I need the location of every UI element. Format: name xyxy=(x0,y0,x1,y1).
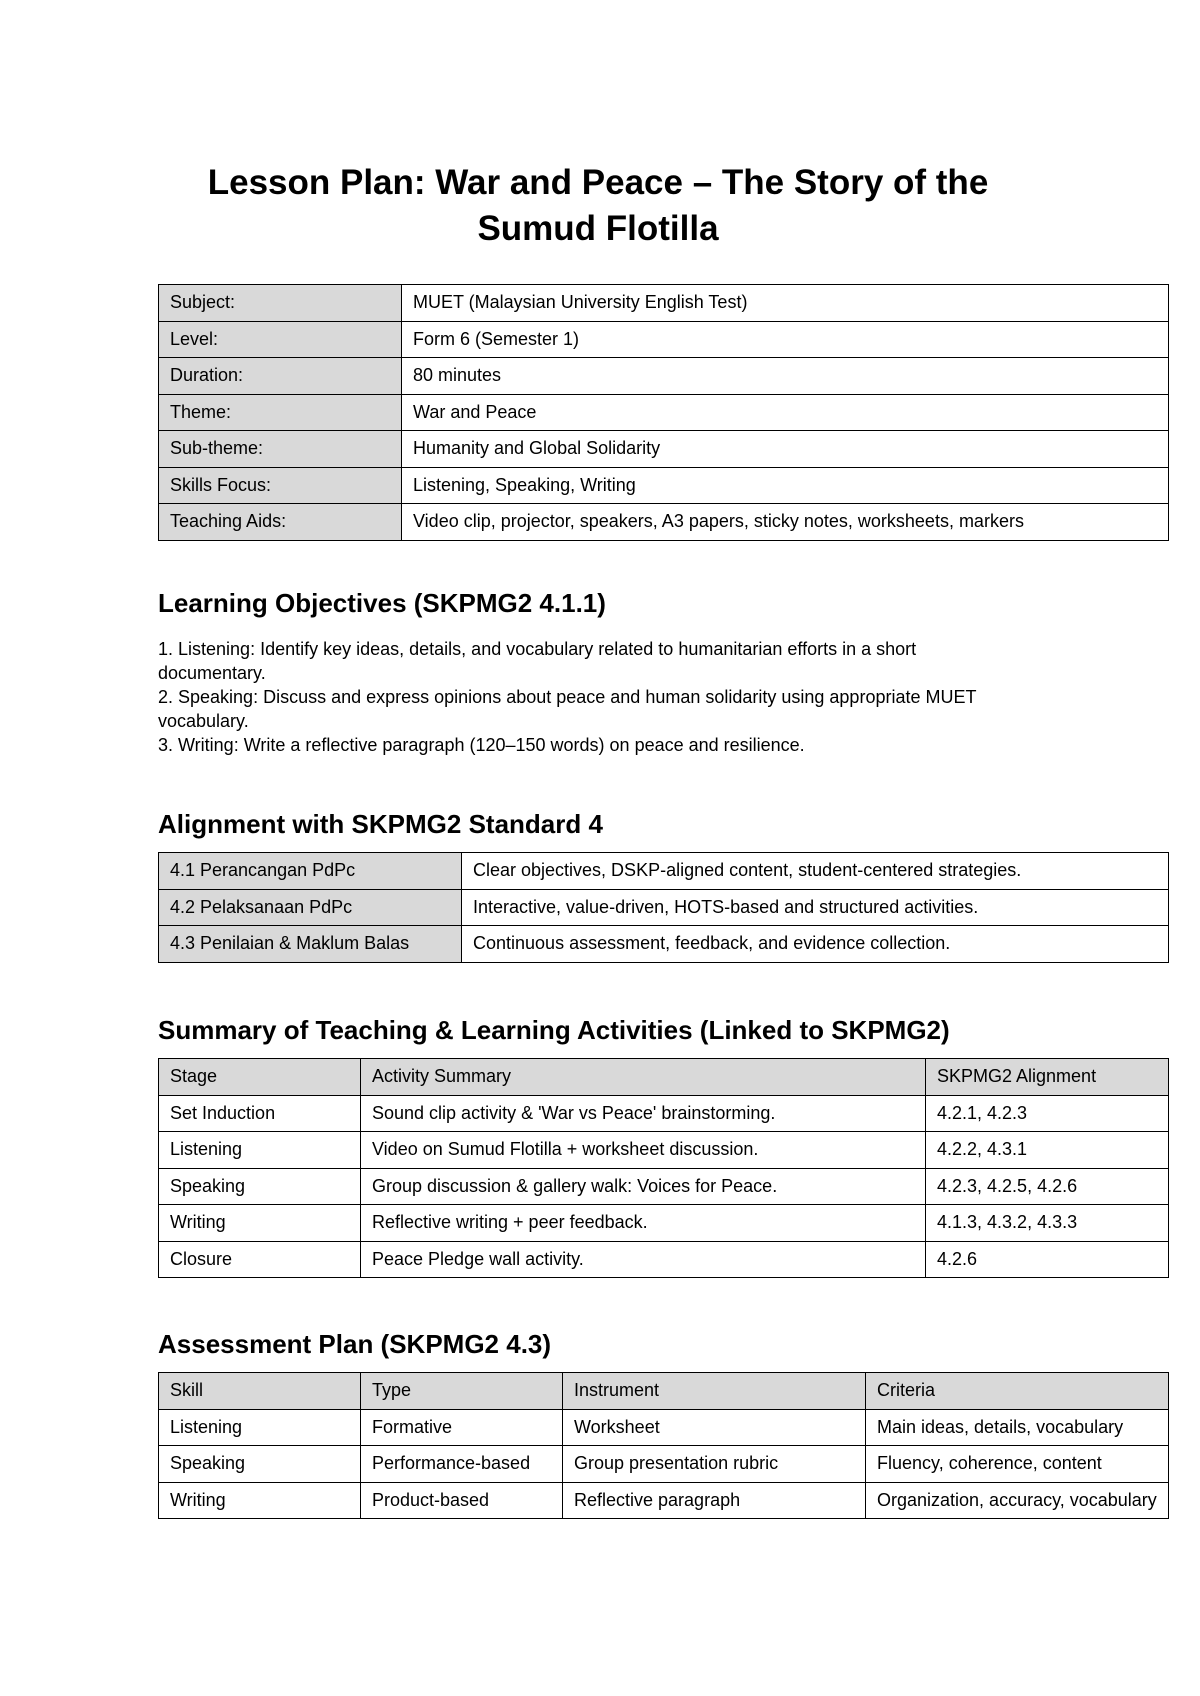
table-cell: Group discussion & gallery walk: Voices for Peace. xyxy=(361,1168,926,1205)
activities-table xyxy=(158,1058,1169,1278)
info-label: Sub-theme: xyxy=(159,431,402,468)
column-header: Stage xyxy=(159,1059,361,1096)
alignment-label: 4.1 Perancangan PdPc xyxy=(159,853,462,890)
activities-heading: Summary of Teaching & Learning Activities (Linked to SKPMG2) xyxy=(158,1015,950,1045)
table-row xyxy=(159,394,1169,431)
table-cell: Fluency, coherence, content xyxy=(866,1446,1169,1483)
table-cell: Formative xyxy=(361,1409,563,1446)
table-cell: Closure xyxy=(159,1241,361,1278)
table-cell: Set Induction xyxy=(159,1095,361,1132)
info-label: Level: xyxy=(159,321,402,358)
table-cell: Sound clip activity & 'War vs Peace' brainstorming. xyxy=(361,1095,926,1132)
info-value: Video clip, projector, speakers, A3 papers, sticky notes, worksheets, markers xyxy=(402,504,1169,541)
info-value: War and Peace xyxy=(402,394,1169,431)
table-cell: 4.2.2, 4.3.1 xyxy=(926,1132,1169,1169)
alignment-label: 4.2 Pelaksanaan PdPc xyxy=(159,889,462,926)
table-header-row xyxy=(159,1059,1169,1096)
table-row xyxy=(159,431,1169,468)
column-header: Skill xyxy=(159,1373,361,1410)
table-row xyxy=(159,1241,1169,1278)
info-value: Form 6 (Semester 1) xyxy=(402,321,1169,358)
table-row xyxy=(159,1446,1169,1483)
table-row xyxy=(159,321,1169,358)
column-header: SKPMG2 Alignment xyxy=(926,1059,1169,1096)
alignment-heading: Alignment with SKPMG2 Standard 4 xyxy=(158,809,603,839)
lesson-info-table xyxy=(158,284,1169,541)
table-row xyxy=(159,467,1169,504)
info-label: Subject: xyxy=(159,285,402,322)
objectives-heading: Learning Objectives (SKPMG2 4.1.1) xyxy=(158,588,606,618)
alignment-value: Continuous assessment, feedback, and evidence collection. xyxy=(462,926,1169,963)
table-row xyxy=(159,504,1169,541)
table-cell: Listening xyxy=(159,1132,361,1169)
table-cell: 4.2.6 xyxy=(926,1241,1169,1278)
info-label: Teaching Aids: xyxy=(159,504,402,541)
table-cell: Main ideas, details, vocabulary xyxy=(866,1409,1169,1446)
table-cell: 4.1.3, 4.3.2, 4.3.3 xyxy=(926,1205,1169,1242)
table-row xyxy=(159,1482,1169,1519)
list-item: 3. Writing: Write a reflective paragraph (120–150 words) on peace and resilience. xyxy=(158,735,805,755)
assessment-table xyxy=(158,1372,1169,1519)
objectives-list xyxy=(158,637,1018,757)
table-row xyxy=(159,926,1169,963)
info-label: Theme: xyxy=(159,394,402,431)
table-cell: Worksheet xyxy=(563,1409,866,1446)
table-cell: Listening xyxy=(159,1409,361,1446)
table-cell: Speaking xyxy=(159,1446,361,1483)
info-value: 80 minutes xyxy=(402,358,1169,395)
table-cell: Group presentation rubric xyxy=(563,1446,866,1483)
info-value: Listening, Speaking, Writing xyxy=(402,467,1169,504)
column-header: Criteria xyxy=(866,1373,1169,1410)
table-cell: Reflective paragraph xyxy=(563,1482,866,1519)
list-item: 1. Listening: Identify key ideas, details, and vocabulary related to humanitarian efforts in a short documentary. xyxy=(158,639,917,683)
table-cell: Writing xyxy=(159,1205,361,1242)
table-cell: 4.2.3, 4.2.5, 4.2.6 xyxy=(926,1168,1169,1205)
table-row xyxy=(159,1409,1169,1446)
table-row xyxy=(159,889,1169,926)
table-cell: Performance-based xyxy=(361,1446,563,1483)
table-header-row xyxy=(159,1373,1169,1410)
table-cell: Peace Pledge wall activity. xyxy=(361,1241,926,1278)
table-cell: 4.2.1, 4.2.3 xyxy=(926,1095,1169,1132)
column-header: Activity Summary xyxy=(361,1059,926,1096)
table-cell: Product-based xyxy=(361,1482,563,1519)
alignment-value: Clear objectives, DSKP-aligned content, student-centered strategies. xyxy=(462,853,1169,890)
table-row xyxy=(159,285,1169,322)
info-value: MUET (Malaysian University English Test) xyxy=(402,285,1169,322)
alignment-table xyxy=(158,852,1169,963)
table-row xyxy=(159,1095,1169,1132)
alignment-label: 4.3 Penilaian & Maklum Balas xyxy=(159,926,462,963)
table-cell: Writing xyxy=(159,1482,361,1519)
table-row xyxy=(159,1205,1169,1242)
table-cell: Video on Sumud Flotilla + worksheet discussion. xyxy=(361,1132,926,1169)
column-header: Type xyxy=(361,1373,563,1410)
list-item: 2. Speaking: Discuss and express opinions about peace and human solidarity using appropriate MUET vocabulary. xyxy=(158,687,977,731)
table-row xyxy=(159,358,1169,395)
alignment-value: Interactive, value-driven, HOTS-based and structured activities. xyxy=(462,889,1169,926)
info-label: Skills Focus: xyxy=(159,467,402,504)
assessment-heading: Assessment Plan (SKPMG2 4.3) xyxy=(158,1329,552,1359)
table-cell: Reflective writing + peer feedback. xyxy=(361,1205,926,1242)
table-row xyxy=(159,853,1169,890)
page-title: Lesson Plan: War and Peace – The Story of the Sumud Flotilla xyxy=(207,163,989,248)
column-header: Instrument xyxy=(563,1373,866,1410)
table-cell: Organization, accuracy, vocabulary xyxy=(866,1482,1169,1519)
info-value: Humanity and Global Solidarity xyxy=(402,431,1169,468)
table-row xyxy=(159,1168,1169,1205)
table-cell: Speaking xyxy=(159,1168,361,1205)
table-row xyxy=(159,1132,1169,1169)
info-label: Duration: xyxy=(159,358,402,395)
